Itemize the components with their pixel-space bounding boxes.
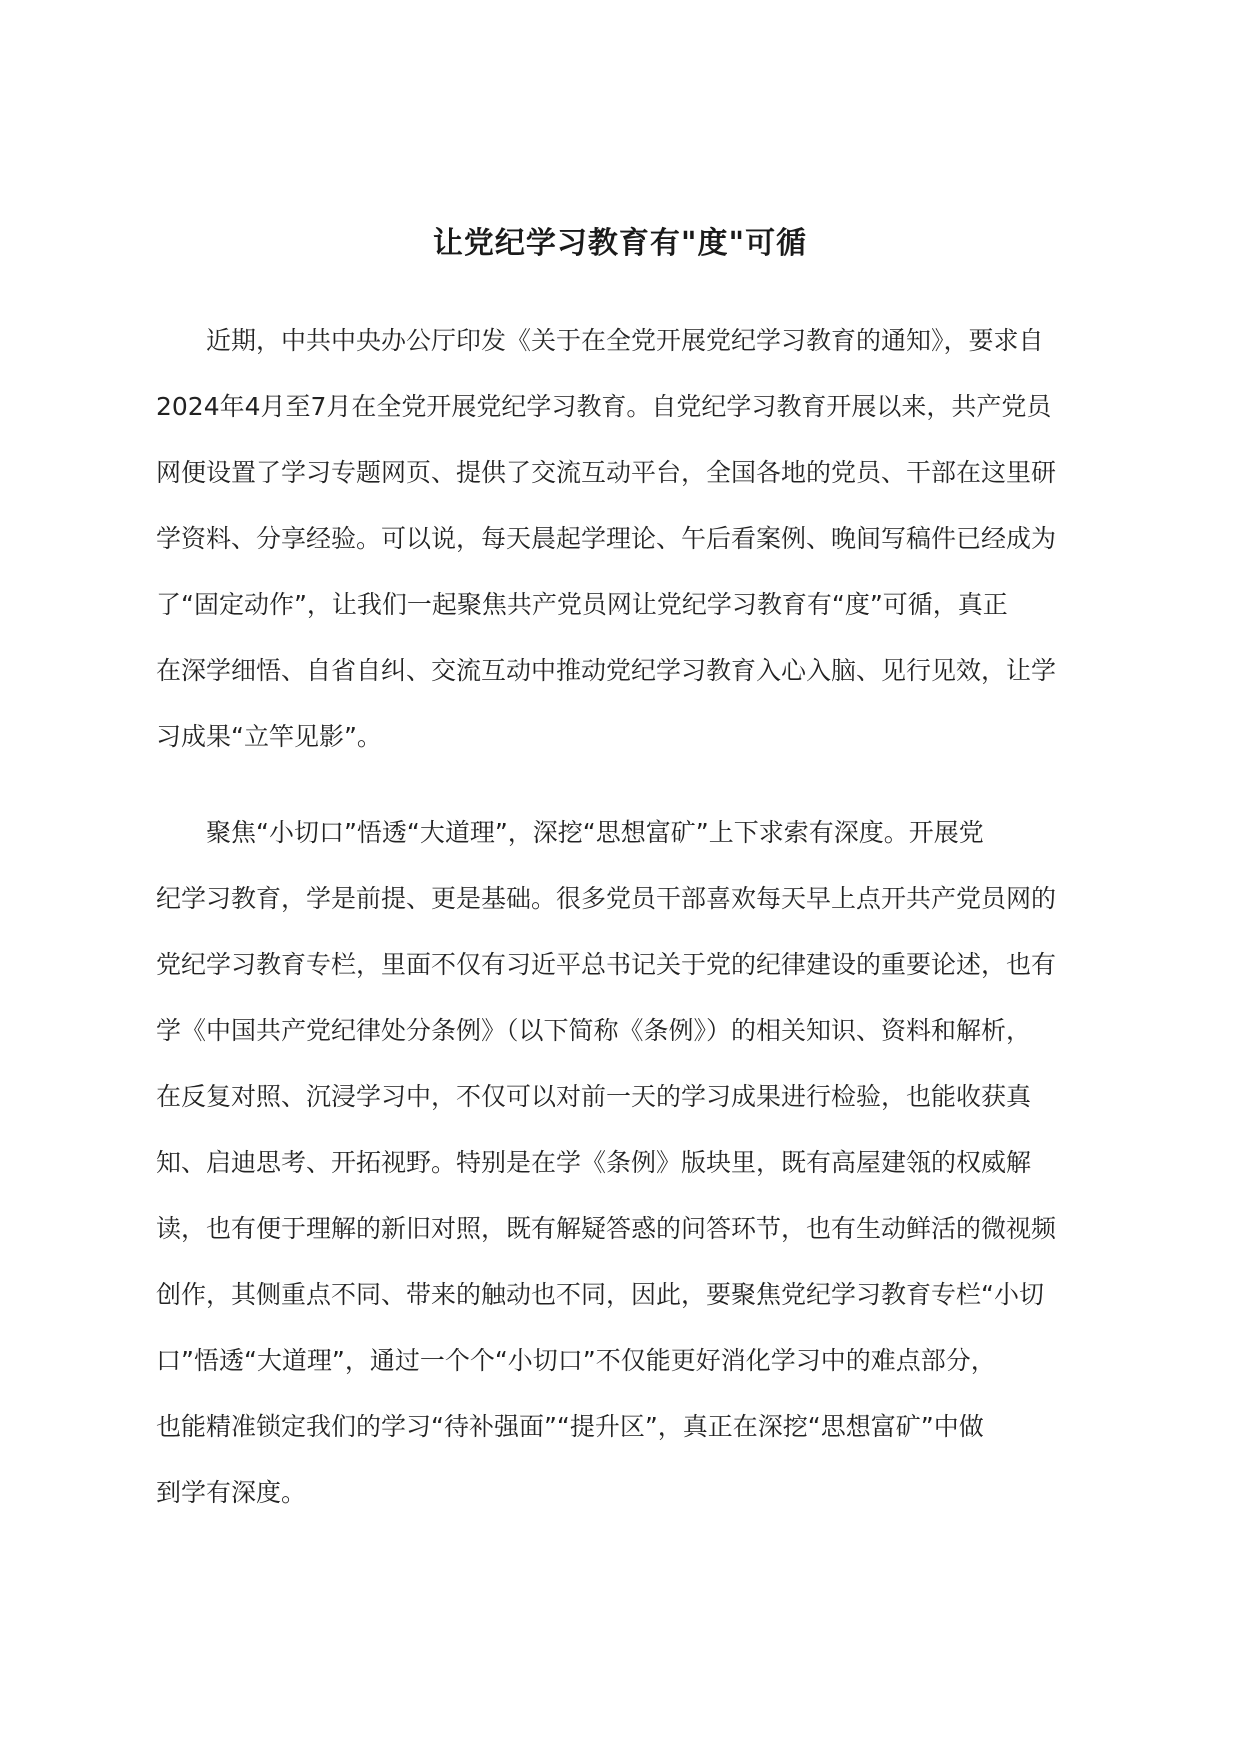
paragraph-line: 学《中国共产党纪律处分条例》（以下简称《条例》）的相关知识、资料和解析， xyxy=(156,1016,1032,1045)
paragraph-line: 读，也有便于理解的新旧对照，既有解疑答惑的问答环节，也有生动鲜活的微视频 xyxy=(156,1214,1057,1243)
paragraph-line: 习成果“立竿见影”。 xyxy=(156,722,382,751)
paragraph-line: 了“固定动作”，让我们一起聚焦共产党员网让党纪学习教育有“度”可循，真正 xyxy=(156,590,1008,619)
paragraph-line: 党纪学习教育专栏，里面不仅有习近平总书记关于党的纪律建设的重要论述，也有 xyxy=(156,950,1057,979)
paragraph-line: 纪学习教育，学是前提、更是基础。很多党员干部喜欢每天早上点开共产党员网的 xyxy=(156,884,1057,913)
paragraph-1 xyxy=(156,308,1068,770)
paragraph-line: 网便设置了学习专题网页、提供了交流互动平台，全国各地的党员、干部在这里研 xyxy=(156,458,1057,487)
paragraph-line: 创作，其侧重点不同、带来的触动也不同，因此，要聚焦党纪学习教育专栏“小切 xyxy=(156,1280,1044,1309)
paragraph-line: 2024年4月至7月在全党开展党纪学习教育。自党纪学习教育开展以来，共产党员 xyxy=(156,392,1052,421)
paragraph-line: 在反复对照、沉浸学习中，不仅可以对前一天的学习成果进行检验，也能收获真 xyxy=(156,1082,1032,1111)
paragraph-2 xyxy=(156,800,1068,1526)
paragraph-line: 聚焦“小切口”悟透“大道理”，深挖“思想富矿”上下求索有深度。开展党 xyxy=(206,818,984,847)
paragraph-line: 在深学细悟、自省自纠、交流互动中推动党纪学习教育入心入脑、见行见效，让学 xyxy=(156,656,1057,685)
paragraph-line: 近期，中共中央办公厅印发《关于在全党开展党纪学习教育的通知》，要求自 xyxy=(206,326,1044,355)
paragraph-line: 到学有深度。 xyxy=(156,1478,307,1507)
document-title: 让党纪学习教育有"度"可循 xyxy=(432,226,808,261)
paragraph-line: 知、启迪思考、开拓视野。特别是在学《条例》版块里，既有高屋建瓴的权威解 xyxy=(156,1148,1032,1177)
paragraph-line: 口”悟透“大道理”，通过一个个“小切口”不仅能更好消化学习中的难点部分， xyxy=(156,1346,996,1375)
paragraph-line: 学资料、分享经验。可以说，每天晨起学理论、午后看案例、晚间写稿件已经成为 xyxy=(156,524,1057,553)
paragraph-line: 也能精准锁定我们的学习“待补强面”“提升区”，真正在深挖“思想富矿”中做 xyxy=(156,1412,984,1441)
